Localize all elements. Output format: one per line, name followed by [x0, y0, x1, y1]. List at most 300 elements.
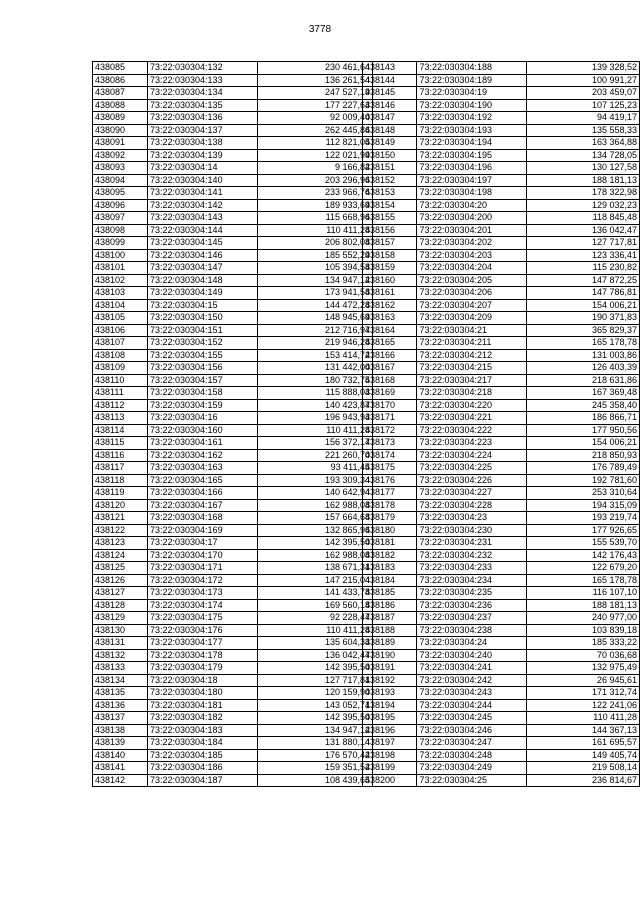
cadastral-number: 73:22:030304:228: [417, 499, 526, 512]
cadastral-number: 73:22:030304:222: [417, 424, 526, 437]
cost-value: 149 405,74: [526, 749, 639, 762]
cadastral-number: 73:22:030304:14: [148, 162, 258, 175]
table-row: [363, 574, 640, 587]
table-row: [363, 612, 640, 625]
table-row: [93, 712, 373, 725]
cadastral-number: 73:22:030304:150: [148, 312, 258, 325]
cost-value: 189 933,69: [258, 199, 373, 212]
table-row: [363, 199, 640, 212]
cost-value: 141 433,78: [258, 587, 373, 600]
row-number: 438185: [363, 587, 417, 600]
row-number: 438188: [363, 624, 417, 637]
table-row: [363, 762, 640, 775]
cadastral-number: 73:22:030304:138: [148, 137, 258, 150]
cadastral-number: 73:22:030304:168: [148, 512, 258, 525]
row-number: 438196: [363, 724, 417, 737]
table-row: [93, 599, 373, 612]
table-row: [363, 262, 640, 275]
row-number: 438174: [363, 449, 417, 462]
table-row: [93, 237, 373, 250]
cadastral-number: 73:22:030304:144: [148, 224, 258, 237]
table-row: [93, 287, 373, 300]
row-number: 438193: [363, 687, 417, 700]
row-number: 438129: [93, 612, 148, 625]
cost-value: 212 716,97: [258, 324, 373, 337]
row-number: 438107: [93, 337, 148, 350]
row-number: 438190: [363, 649, 417, 662]
table-row: [363, 324, 640, 337]
cadastral-number: 73:22:030304:152: [148, 337, 258, 350]
cost-value: 240 977,00: [526, 612, 639, 625]
table-row: [93, 74, 373, 87]
cost-value: 230 461,64: [258, 62, 373, 75]
cost-value: 122 679,20: [526, 562, 639, 575]
cadastral-number: 73:22:030304:161: [148, 437, 258, 450]
table-row: [363, 699, 640, 712]
row-number: 438087: [93, 87, 148, 100]
row-number: 438148: [363, 124, 417, 137]
cadastral-number: 73:22:030304:19: [417, 87, 526, 100]
row-number: 438153: [363, 187, 417, 200]
cost-value: 132 865,96: [258, 524, 373, 537]
row-number: 438182: [363, 549, 417, 562]
table-row: [93, 749, 373, 762]
row-number: 438124: [93, 549, 148, 562]
row-number: 438089: [93, 112, 148, 125]
cadastral-number: 73:22:030304:137: [148, 124, 258, 137]
row-number: 438155: [363, 212, 417, 225]
cost-value: 245 358,40: [526, 399, 639, 412]
cost-value: 140 423,87: [258, 399, 373, 412]
table-row: [93, 174, 373, 187]
cost-value: 144 367,13: [526, 724, 639, 737]
table-row: [363, 162, 640, 175]
table-row: [93, 399, 373, 412]
cadastral-number: 73:22:030304:188: [417, 62, 526, 75]
table-row: [93, 137, 373, 150]
cadastral-number: 73:22:030304:200: [417, 212, 526, 225]
table-row: [93, 587, 373, 600]
row-number: 438139: [93, 737, 148, 750]
cadastral-number: 73:22:030304:184: [148, 737, 258, 750]
table-row: [93, 649, 373, 662]
table-row: [93, 349, 373, 362]
table-row: [93, 687, 373, 700]
table-row: [93, 212, 373, 225]
table-row: [363, 312, 640, 325]
table-row: [93, 312, 373, 325]
cost-value: 157 664,68: [258, 512, 373, 525]
cadastral-number: 73:22:030304:238: [417, 624, 526, 637]
cadastral-number: 73:22:030304:173: [148, 587, 258, 600]
row-number: 438132: [93, 649, 148, 662]
table-row: [93, 199, 373, 212]
table-row: [93, 474, 373, 487]
right-table-container: [362, 61, 640, 787]
table-row: [363, 449, 640, 462]
cost-value: 218 631,86: [526, 374, 639, 387]
row-number: 438086: [93, 74, 148, 87]
cadastral-number: 73:22:030304:182: [148, 712, 258, 725]
cost-value: 94 419,17: [526, 112, 639, 125]
cadastral-number: 73:22:030304:190: [417, 99, 526, 112]
table-row: [363, 424, 640, 437]
cost-value: 185 552,29: [258, 249, 373, 262]
row-number: 438110: [93, 374, 148, 387]
table-row: [363, 112, 640, 125]
row-number: 438138: [93, 724, 148, 737]
table-row: [363, 337, 640, 350]
row-number: 438152: [363, 174, 417, 187]
row-number: 438157: [363, 237, 417, 250]
cost-value: 219 508,14: [526, 762, 639, 775]
cost-value: 142 395,50: [258, 537, 373, 550]
table-row: [93, 762, 373, 775]
row-number: 438136: [93, 699, 148, 712]
row-number: 438175: [363, 462, 417, 475]
cost-value: 127 717,81: [258, 674, 373, 687]
row-number: 438128: [93, 599, 148, 612]
cadastral-number: 73:22:030304:18: [148, 674, 258, 687]
cadastral-number: 73:22:030304:147: [148, 262, 258, 275]
table-row: [363, 662, 640, 675]
table-row: [363, 187, 640, 200]
cadastral-number: 73:22:030304:163: [148, 462, 258, 475]
table-row: [363, 224, 640, 237]
row-number: 438161: [363, 287, 417, 300]
row-number: 438096: [93, 199, 148, 212]
cost-value: 143 052,71: [258, 699, 373, 712]
cadastral-number: 73:22:030304:220: [417, 399, 526, 412]
table-row: [363, 249, 640, 262]
cost-value: 147 215,04: [258, 574, 373, 587]
cost-value: 165 178,78: [526, 337, 639, 350]
cadastral-number: 73:22:030304:233: [417, 562, 526, 575]
table-row: [363, 499, 640, 512]
cost-value: 110 411,28: [526, 712, 639, 725]
cost-value: 108 439,65: [258, 774, 373, 787]
cost-value: 147 872,25: [526, 274, 639, 287]
row-number: 438176: [363, 474, 417, 487]
table-row: [363, 462, 640, 475]
cost-value: 163 364,88: [526, 137, 639, 150]
right-table: [362, 61, 640, 787]
cadastral-number: 73:22:030304:177: [148, 637, 258, 650]
cost-value: 154 006,21: [526, 299, 639, 312]
cadastral-number: 73:22:030304:245: [417, 712, 526, 725]
cost-value: 192 781,60: [526, 474, 639, 487]
row-number: 438137: [93, 712, 148, 725]
cadastral-number: 73:22:030304:162: [148, 449, 258, 462]
table-row: [363, 237, 640, 250]
cost-value: 161 695,57: [526, 737, 639, 750]
row-number: 438116: [93, 449, 148, 462]
cadastral-number: 73:22:030304:226: [417, 474, 526, 487]
cost-value: 247 527,19: [258, 87, 373, 100]
row-number: 438102: [93, 274, 148, 287]
cost-value: 107 125,23: [526, 99, 639, 112]
cost-value: 120 159,90: [258, 687, 373, 700]
table-row: [93, 224, 373, 237]
cost-value: 92 228,47: [258, 612, 373, 625]
row-number: 438149: [363, 137, 417, 150]
page-number: 3778: [308, 24, 332, 35]
table-row: [93, 424, 373, 437]
cadastral-number: 73:22:030304:24: [417, 637, 526, 650]
cadastral-number: 73:22:030304:169: [148, 524, 258, 537]
cadastral-number: 73:22:030304:246: [417, 724, 526, 737]
cadastral-number: 73:22:030304:206: [417, 287, 526, 300]
cadastral-number: 73:22:030304:205: [417, 274, 526, 287]
cost-value: 131 003,86: [526, 349, 639, 362]
cost-value: 132 975,49: [526, 662, 639, 675]
cost-value: 169 560,18: [258, 599, 373, 612]
cost-value: 162 988,08: [258, 499, 373, 512]
cadastral-number: 73:22:030304:212: [417, 349, 526, 362]
table-row: [93, 524, 373, 537]
cadastral-number: 73:22:030304:25: [417, 774, 526, 787]
cadastral-number: 73:22:030304:189: [417, 74, 526, 87]
cadastral-number: 73:22:030304:192: [417, 112, 526, 125]
row-number: 438166: [363, 349, 417, 362]
cost-value: 190 371,83: [526, 312, 639, 325]
cadastral-number: 73:22:030304:221: [417, 412, 526, 425]
table-row: [93, 362, 373, 375]
table-row: [363, 774, 640, 787]
cost-value: 118 845,48: [526, 212, 639, 225]
row-number: 438100: [93, 249, 148, 262]
row-number: 438151: [363, 162, 417, 175]
cost-value: 203 459,07: [526, 87, 639, 100]
table-row: [93, 499, 373, 512]
row-number: 438183: [363, 562, 417, 575]
cadastral-number: 73:22:030304:240: [417, 649, 526, 662]
row-number: 438126: [93, 574, 148, 587]
cadastral-number: 73:22:030304:236: [417, 599, 526, 612]
row-number: 438115: [93, 437, 148, 450]
cadastral-number: 73:22:030304:180: [148, 687, 258, 700]
cadastral-number: 73:22:030304:155: [148, 349, 258, 362]
cadastral-number: 73:22:030304:142: [148, 199, 258, 212]
cost-value: 127 717,81: [526, 237, 639, 250]
cost-value: 131 880,14: [258, 737, 373, 750]
cadastral-number: 73:22:030304:16: [148, 412, 258, 425]
cadastral-number: 73:22:030304:235: [417, 587, 526, 600]
cadastral-number: 73:22:030304:179: [148, 662, 258, 675]
table-row: [363, 349, 640, 362]
cost-value: 122 021,99: [258, 149, 373, 162]
row-number: 438133: [93, 662, 148, 675]
table-row: [363, 62, 640, 75]
cost-value: 159 351,52: [258, 762, 373, 775]
table-row: [363, 149, 640, 162]
table-row: [363, 124, 640, 137]
table-row: [93, 549, 373, 562]
cadastral-number: 73:22:030304:178: [148, 649, 258, 662]
table-row: [363, 399, 640, 412]
table-row: [93, 337, 373, 350]
cadastral-number: 73:22:030304:132: [148, 62, 258, 75]
cadastral-number: 73:22:030304:15: [148, 299, 258, 312]
cost-value: 221 260,70: [258, 449, 373, 462]
table-row: [93, 162, 373, 175]
table-row: [93, 537, 373, 550]
cadastral-number: 73:22:030304:174: [148, 599, 258, 612]
table-row: [363, 637, 640, 650]
row-number: 438198: [363, 749, 417, 762]
table-row: [93, 187, 373, 200]
cadastral-number: 73:22:030304:242: [417, 674, 526, 687]
row-number: 438195: [363, 712, 417, 725]
cadastral-number: 73:22:030304:135: [148, 99, 258, 112]
cost-value: 110 411,28: [258, 224, 373, 237]
row-number: 438200: [363, 774, 417, 787]
cost-value: 110 411,28: [258, 424, 373, 437]
cost-value: 180 732,75: [258, 374, 373, 387]
row-number: 438105: [93, 312, 148, 325]
left-table-container: [92, 61, 373, 787]
row-number: 438097: [93, 212, 148, 225]
table-row: [363, 599, 640, 612]
table-row: [363, 137, 640, 150]
cadastral-number: 73:22:030304:196: [417, 162, 526, 175]
row-number: 438154: [363, 199, 417, 212]
table-row: [93, 737, 373, 750]
cost-value: 176 570,42: [258, 749, 373, 762]
cadastral-number: 73:22:030304:215: [417, 362, 526, 375]
row-number: 438131: [93, 637, 148, 650]
cost-value: 206 802,08: [258, 237, 373, 250]
table-row: [93, 724, 373, 737]
cadastral-number: 73:22:030304:158: [148, 387, 258, 400]
table-row: [363, 524, 640, 537]
cost-value: 112 821,05: [258, 137, 373, 150]
row-number: 438103: [93, 287, 148, 300]
cost-value: 154 006,21: [526, 437, 639, 450]
table-row: [363, 437, 640, 450]
cadastral-number: 73:22:030304:167: [148, 499, 258, 512]
cost-value: 253 310,64: [526, 487, 639, 500]
cost-value: 236 814,67: [526, 774, 639, 787]
table-row: [93, 62, 373, 75]
cadastral-number: 73:22:030304:185: [148, 749, 258, 762]
cost-value: 144 472,28: [258, 299, 373, 312]
row-number: 438098: [93, 224, 148, 237]
table-row: [93, 637, 373, 650]
row-number: 438130: [93, 624, 148, 637]
cadastral-number: 73:22:030304:247: [417, 737, 526, 750]
table-row: [93, 774, 373, 787]
cadastral-number: 73:22:030304:234: [417, 574, 526, 587]
cadastral-number: 73:22:030304:197: [417, 174, 526, 187]
table-row: [93, 562, 373, 575]
row-number: 438192: [363, 674, 417, 687]
cadastral-number: 73:22:030304:187: [148, 774, 258, 787]
cost-value: 196 943,93: [258, 412, 373, 425]
cadastral-number: 73:22:030304:20: [417, 199, 526, 212]
cadastral-number: 73:22:030304:157: [148, 374, 258, 387]
cadastral-number: 73:22:030304:156: [148, 362, 258, 375]
table-row: [363, 549, 640, 562]
cost-value: 135 558,33: [526, 124, 639, 137]
cost-value: 126 403,39: [526, 362, 639, 375]
table-row: [93, 612, 373, 625]
row-number: 438104: [93, 299, 148, 312]
table-row: [93, 374, 373, 387]
cost-value: 136 261,54: [258, 74, 373, 87]
table-row: [93, 574, 373, 587]
row-number: 438184: [363, 574, 417, 587]
row-number: 438168: [363, 374, 417, 387]
cadastral-number: 73:22:030304:227: [417, 487, 526, 500]
cadastral-number: 73:22:030304:146: [148, 249, 258, 262]
cost-value: 136 042,47: [526, 224, 639, 237]
table-row: [93, 87, 373, 100]
table-row: [93, 512, 373, 525]
cost-value: 142 176,43: [526, 549, 639, 562]
table-row: [93, 412, 373, 425]
table-row: [363, 712, 640, 725]
table-row: [93, 112, 373, 125]
cost-value: 26 945,61: [526, 674, 639, 687]
cadastral-number: 73:22:030304:218: [417, 387, 526, 400]
cadastral-number: 73:22:030304:248: [417, 749, 526, 762]
row-number: 438092: [93, 149, 148, 162]
row-number: 438191: [363, 662, 417, 675]
table-row: [363, 487, 640, 500]
row-number: 438144: [363, 74, 417, 87]
table-row: [93, 249, 373, 262]
row-number: 438135: [93, 687, 148, 700]
table-row: [363, 687, 640, 700]
cost-value: 203 296,96: [258, 174, 373, 187]
row-number: 438114: [93, 424, 148, 437]
row-number: 438145: [363, 87, 417, 100]
cost-value: 162 988,08: [258, 549, 373, 562]
table-row: [93, 387, 373, 400]
cost-value: 103 839,18: [526, 624, 639, 637]
row-number: 438170: [363, 399, 417, 412]
cadastral-number: 73:22:030304:207: [417, 299, 526, 312]
cost-value: 105 394,58: [258, 262, 373, 275]
cost-value: 142 395,50: [258, 662, 373, 675]
table-row: [93, 674, 373, 687]
row-number: 438090: [93, 124, 148, 137]
table-row: [93, 324, 373, 337]
row-number: 438167: [363, 362, 417, 375]
row-number: 438088: [93, 99, 148, 112]
table-row: [93, 487, 373, 500]
row-number: 438199: [363, 762, 417, 775]
cost-value: 167 369,48: [526, 387, 639, 400]
table-row: [93, 262, 373, 275]
cost-value: 9 166,82: [258, 162, 373, 175]
cadastral-number: 73:22:030304:217: [417, 374, 526, 387]
cost-value: 176 789,49: [526, 462, 639, 475]
cost-value: 136 042,47: [258, 649, 373, 662]
cost-value: 115 230,82: [526, 262, 639, 275]
table-row: [363, 537, 640, 550]
cost-value: 177 227,63: [258, 99, 373, 112]
cadastral-number: 73:22:030304:204: [417, 262, 526, 275]
cadastral-number: 73:22:030304:170: [148, 549, 258, 562]
row-number: 438099: [93, 237, 148, 250]
cadastral-number: 73:22:030304:136: [148, 112, 258, 125]
table-row: [363, 274, 640, 287]
cost-value: 131 442,00: [258, 362, 373, 375]
cadastral-number: 73:22:030304:175: [148, 612, 258, 625]
table-row: [363, 749, 640, 762]
